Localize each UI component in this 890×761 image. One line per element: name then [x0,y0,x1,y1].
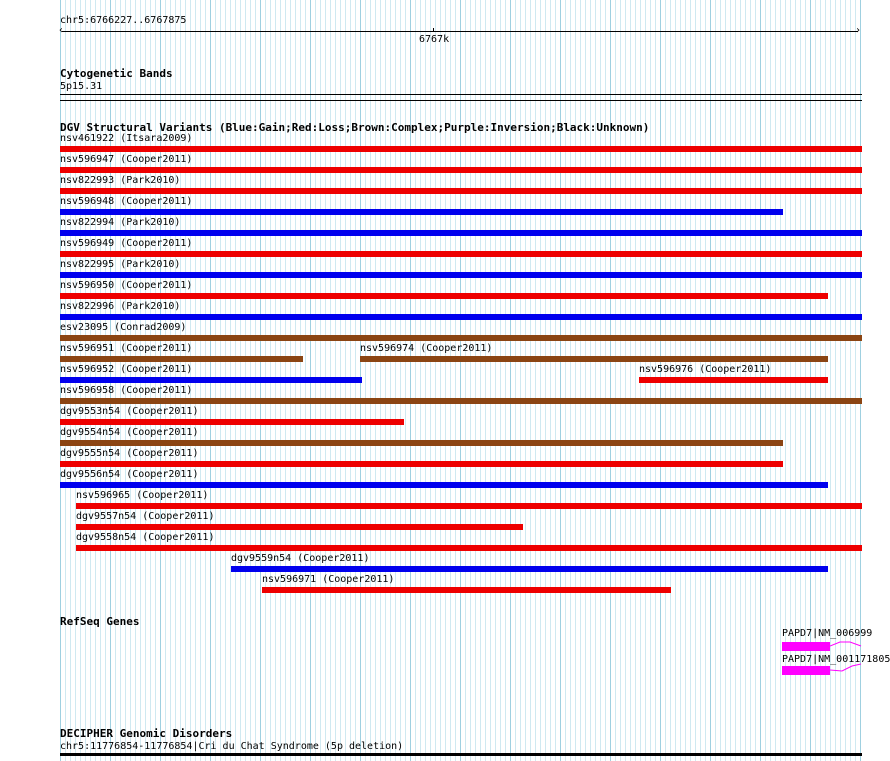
variant-label[interactable]: nsv596952 (Cooper2011) [60,364,193,375]
variant-bar-complex[interactable] [60,335,862,341]
variant-label[interactable]: nsv596949 (Cooper2011) [60,238,193,249]
variant-bar-loss[interactable] [60,419,404,425]
variant-bar-complex[interactable] [60,356,303,362]
variant-bar-loss[interactable] [262,587,671,593]
variant-label[interactable]: nsv822995 (Park2010) [60,259,181,270]
gene-exon[interactable] [782,642,830,651]
variant-bar-complex[interactable] [60,398,862,404]
variant-bar-complex[interactable] [60,440,783,446]
ruler-axis [62,31,858,32]
variant-bar-loss[interactable] [639,377,828,383]
variant-bar-loss[interactable] [60,146,862,152]
decipher-feature-label[interactable]: chr5:11776854-11776854|Cri du Chat Syndrome (5p deletion) [60,741,404,752]
variant-bar-gain[interactable] [60,377,362,383]
cytoband-top-border [60,94,862,95]
variant-bar-gain[interactable] [60,209,783,215]
variant-label[interactable]: nsv596974 (Cooper2011) [360,343,493,354]
variant-label[interactable]: dgv9558n54 (Cooper2011) [76,532,215,543]
variant-bar-loss[interactable] [60,461,783,467]
variant-label[interactable]: nsv596948 (Cooper2011) [60,196,193,207]
variant-bar-gain[interactable] [60,482,828,488]
cytoband-band-label: 5p15.31 [60,81,103,92]
variant-label[interactable]: esv23095 (Conrad2009) [60,322,187,333]
variant-label[interactable]: nsv822996 (Park2010) [60,301,181,312]
variant-label[interactable]: nsv596971 (Cooper2011) [262,574,395,585]
variant-label[interactable]: nsv596947 (Cooper2011) [60,154,193,165]
variant-label[interactable]: nsv596951 (Cooper2011) [60,343,193,354]
gene-intron [830,640,862,650]
variant-bar-loss[interactable] [76,545,862,551]
variant-bar-gain[interactable] [231,566,828,572]
gene-label[interactable]: PAPD7|NM_001171805 [782,654,890,665]
dgv-track-title[interactable]: DGV Structural Variants (Blue:Gain;Red:Loss;Brown:Complex;Purple:Inversion;Black:Unknown) [60,121,650,134]
ruler-right-arrow-icon: › [855,25,862,36]
gene-exon[interactable] [782,666,830,675]
variant-bar-gain[interactable] [60,272,862,278]
cytoband-bottom-border [60,100,862,101]
variant-label[interactable]: nsv822994 (Park2010) [60,217,181,228]
variant-bar-gain[interactable] [60,314,862,320]
variant-label[interactable]: dgv9555n54 (Cooper2011) [60,448,199,459]
refseq-track-title[interactable]: RefSeq Genes [60,615,140,628]
gene-label[interactable]: PAPD7|NM_006999 [782,628,873,639]
variant-bar-gain[interactable] [60,230,862,236]
variant-bar-loss[interactable] [60,188,862,194]
variant-label[interactable]: nsv596976 (Cooper2011) [639,364,772,375]
variant-bar-loss[interactable] [76,524,523,530]
variant-label[interactable]: nsv596950 (Cooper2011) [60,280,193,291]
decipher-track-title[interactable]: DECIPHER Genomic Disorders [60,727,233,740]
variant-label[interactable]: dgv9557n54 (Cooper2011) [76,511,215,522]
ruler-tick [433,28,434,32]
variant-label[interactable]: dgv9556n54 (Cooper2011) [60,469,199,480]
variant-label[interactable]: dgv9554n54 (Cooper2011) [60,427,199,438]
decipher-feature-bar[interactable] [60,753,862,756]
variant-label[interactable]: dgv9553n54 (Cooper2011) [60,406,199,417]
ruler-tick-label: 6767k [419,34,450,45]
cytoband-track-title[interactable]: Cytogenetic Bands [60,67,173,80]
variant-label[interactable]: nsv822993 (Park2010) [60,175,181,186]
variant-label[interactable]: nsv596958 (Cooper2011) [60,385,193,396]
variant-bar-complex[interactable] [360,356,828,362]
variant-bar-loss[interactable] [60,167,862,173]
variant-label[interactable]: dgv9559n54 (Cooper2011) [231,553,370,564]
variant-label[interactable]: nsv461922 (Itsara2009) [60,133,193,144]
variant-label[interactable]: nsv596965 (Cooper2011) [76,490,209,501]
variant-bar-loss[interactable] [76,503,862,509]
ruler-left-arrow-icon: ‹ [58,25,65,36]
variant-bar-loss[interactable] [60,251,862,257]
variant-bar-loss[interactable] [60,293,828,299]
ruler-range-label: chr5:6766227..6767875 [60,15,187,26]
